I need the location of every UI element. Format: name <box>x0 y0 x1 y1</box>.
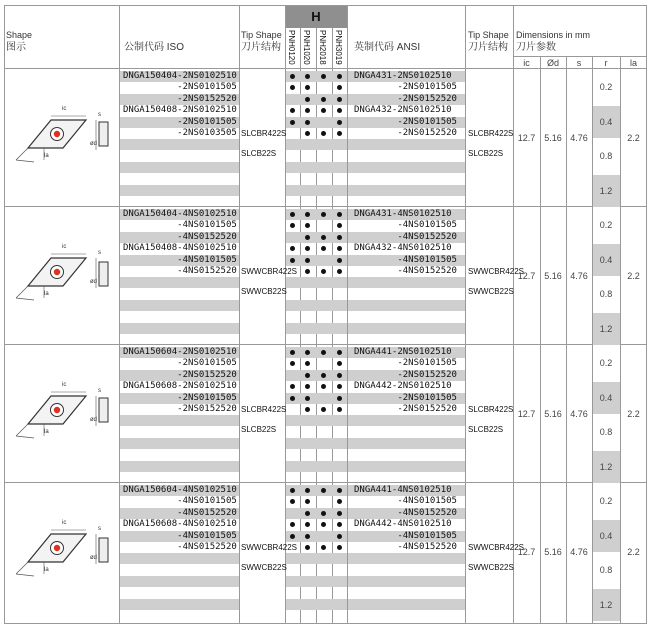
drawing-label-s: s <box>98 250 101 256</box>
availability-dot <box>305 350 310 355</box>
iso-code: DNGA150604-2NS0102510 <box>123 347 237 357</box>
availability-dot <box>321 545 326 550</box>
header-bottom-line <box>4 68 647 69</box>
ansi-code: -2NS0101505 <box>354 358 457 369</box>
ansi-code: DNGA432-2NS0102510 <box>354 105 452 116</box>
dim-value-r: 0.4 <box>599 254 613 265</box>
grade-header-pnh1020: PNH1020 <box>302 30 311 65</box>
iso-code: DNGA150408-2NS0102510 <box>123 105 237 116</box>
availability-dot <box>290 120 295 125</box>
ansi-code: -4NS0101505 <box>354 530 457 541</box>
availability-dot <box>337 373 342 378</box>
ansi-code: -4NS0152520 <box>354 266 457 276</box>
availability-dot <box>337 235 342 240</box>
availability-dot <box>337 212 342 217</box>
ansi-code: -2NS0152520 <box>354 404 457 414</box>
availability-dot <box>305 534 310 539</box>
row-band-iso <box>120 323 239 334</box>
ansi-code: DNGA441-2NS0102510 <box>354 347 452 357</box>
tip-shape-code-ansi: SLCBR422S <box>468 405 514 414</box>
row-band-ansi <box>348 323 465 334</box>
iso-code: -2NS0152520 <box>123 93 237 104</box>
availability-dot <box>290 534 295 539</box>
availability-dot <box>321 74 326 79</box>
dim-value-r: 0.4 <box>599 392 613 403</box>
insert-drawing-icon <box>6 378 118 448</box>
drawing-label-la: la <box>44 153 49 159</box>
insert-drawing-icon <box>6 516 118 586</box>
tip-shape-code: SWWCBR422S <box>241 543 298 552</box>
availability-dot <box>321 131 326 136</box>
dimensions-header-cn: 刀片参数 <box>516 42 556 53</box>
availability-dot <box>321 511 326 516</box>
group-separator <box>4 206 647 207</box>
iso-code: DNGA150408-4NS0102510 <box>123 243 237 254</box>
column-line <box>239 5 240 624</box>
iso-code: -4NS0101505 <box>123 496 237 507</box>
tip-shape-header-en-2: Tip Shape <box>468 30 509 40</box>
tip-shape-header-cn-2: 刀片结构 <box>468 42 508 53</box>
drawing-label-la: la <box>44 291 49 297</box>
dim-value-la: 2.2 <box>627 271 640 281</box>
row-band-iso <box>120 185 239 196</box>
tip-shape-code-2: SLCB22S <box>241 149 277 158</box>
tip-shape-code-ansi: SWWCBR422S <box>468 267 525 276</box>
availability-dot <box>305 407 310 412</box>
dim-col-la: la <box>629 58 637 68</box>
ansi-code: -4NS0101505 <box>354 220 457 231</box>
group-separator <box>4 482 647 483</box>
tip-shape-code-ansi-2: SWWCB22S <box>468 287 514 296</box>
row-band-ansi <box>348 553 465 564</box>
dim-value-ic: 12.7 <box>517 547 536 557</box>
row-band-iso <box>120 599 239 610</box>
ansi-code: -4NS0152520 <box>354 542 457 552</box>
ansi-code: -2NS0152520 <box>354 128 457 138</box>
dim-value-d: 5.16 <box>544 409 562 419</box>
ansi-code: DNGA432-4NS0102510 <box>354 243 452 254</box>
dim-value-ic: 12.7 <box>517 133 536 143</box>
ansi-code: DNGA442-4NS0102510 <box>354 519 452 530</box>
insert-drawing-icon <box>6 102 118 172</box>
dim-value-ic: 12.7 <box>517 409 536 419</box>
row-band-grade <box>286 139 347 150</box>
dim-value-la: 2.2 <box>627 547 640 557</box>
ansi-code: -2NS0101505 <box>354 116 457 127</box>
availability-dot <box>337 258 342 263</box>
row-band-iso <box>120 576 239 587</box>
dim-value-ic: 12.7 <box>517 271 536 281</box>
availability-dot <box>305 120 310 125</box>
dim-value-r: 1.2 <box>599 185 613 196</box>
ansi-code: -2NS0101505 <box>354 392 457 403</box>
dim-value-r: 1.2 <box>599 323 613 334</box>
tip-shape-code-ansi: SLCBR422S <box>468 129 514 138</box>
row-band-iso <box>120 162 239 173</box>
availability-dot <box>305 545 310 550</box>
iso-code: -2NS0101505 <box>123 392 237 403</box>
drawing-label-s: s <box>98 112 101 118</box>
availability-dot <box>321 212 326 217</box>
row-band-iso <box>120 139 239 150</box>
availability-dot <box>337 350 342 355</box>
row-band-ansi <box>348 415 465 426</box>
availability-dot <box>305 235 310 240</box>
dim-value-s: 4.76 <box>570 133 588 143</box>
drawing-label-d: ød <box>90 141 98 147</box>
availability-dot <box>290 74 295 79</box>
availability-dot <box>337 488 342 493</box>
tip-shape-code: SWWCBR422S <box>241 267 298 276</box>
ansi-code: DNGA441-4NS0102510 <box>354 485 452 495</box>
row-band-grade <box>286 277 347 288</box>
iso-code: -2NS0152520 <box>123 369 237 380</box>
availability-dot <box>305 74 310 79</box>
column-line <box>465 5 466 624</box>
row-band-ansi <box>348 461 465 472</box>
row-band-grade <box>286 461 347 472</box>
dim-value-r: 0.8 <box>599 565 613 575</box>
dim-value-r: 1.2 <box>599 461 613 472</box>
dim-value-r: 0.4 <box>599 116 613 127</box>
tip-shape-code-ansi-2: SLCB22S <box>468 149 504 158</box>
drawing-label-d: ød <box>90 417 98 423</box>
iso-code: -4NS0152520 <box>123 542 237 552</box>
group-separator <box>4 344 647 345</box>
ansi-code: DNGA442-2NS0102510 <box>354 381 452 392</box>
availability-dot <box>290 396 295 401</box>
availability-dot <box>321 235 326 240</box>
drawing-label-ic: ic <box>62 382 67 388</box>
row-band-grade <box>286 553 347 564</box>
row-band-iso <box>120 461 239 472</box>
tip-shape-header-cn: 刀片结构 <box>241 42 281 53</box>
row-band-ansi <box>348 576 465 587</box>
iso-code: DNGA150608-2NS0102510 <box>123 381 237 392</box>
availability-dot <box>337 131 342 136</box>
dim-value-r: 0.2 <box>599 358 613 368</box>
availability-dot <box>290 350 295 355</box>
availability-dot <box>305 511 310 516</box>
row-band-ansi <box>348 300 465 311</box>
availability-dot <box>290 258 295 263</box>
row-band-ansi <box>348 185 465 196</box>
availability-dot <box>305 373 310 378</box>
row-band-grade <box>286 185 347 196</box>
drawing-label-d: ød <box>90 555 98 561</box>
tip-shape-code: SLCBR422S <box>241 405 287 414</box>
iso-code: -4NS0152520 <box>123 507 237 518</box>
ansi-code: -4NS0152520 <box>354 507 457 518</box>
row-band-ansi <box>348 599 465 610</box>
availability-dot <box>305 488 310 493</box>
availability-dot <box>290 212 295 217</box>
row-band-grade <box>286 415 347 426</box>
drawing-label-ic: ic <box>62 106 67 112</box>
iso-code: DNGA150608-4NS0102510 <box>123 519 237 530</box>
row-band-iso <box>120 438 239 449</box>
ansi-code: -2NS0101505 <box>354 82 457 93</box>
dim-value-s: 4.76 <box>570 271 588 281</box>
ansi-code: -2NS0152520 <box>354 93 457 104</box>
availability-dot <box>321 488 326 493</box>
availability-dot <box>337 407 342 412</box>
availability-dot <box>337 396 342 401</box>
dim-value-la: 2.2 <box>627 133 640 143</box>
row-band-iso <box>120 553 239 564</box>
iso-code: -2NS0101505 <box>123 358 237 369</box>
availability-dot <box>337 511 342 516</box>
shape-header-en: Shape <box>6 30 33 40</box>
row-band-grade <box>286 599 347 610</box>
dim-value-r: 1.2 <box>599 599 613 610</box>
availability-dot <box>321 407 326 412</box>
iso-code: -4NS0101505 <box>123 220 237 231</box>
dim-subheader-line <box>513 56 647 57</box>
dim-value-d: 5.16 <box>544 133 562 143</box>
drawing-label-d: ød <box>90 279 98 285</box>
row-band-grade <box>286 162 347 173</box>
dim-value-r: 0.2 <box>599 82 613 92</box>
row-band-grade <box>286 576 347 587</box>
dim-value-s: 4.76 <box>570 409 588 419</box>
dim-col-s: s <box>576 58 582 68</box>
drawing-label-s: s <box>98 388 101 394</box>
ansi-code: -4NS0152520 <box>354 231 457 242</box>
iso-code: -2NS0103505 <box>123 128 237 138</box>
row-band-iso <box>120 415 239 426</box>
dim-col-r: r <box>604 58 608 68</box>
dim-value-r: 0.4 <box>599 530 613 541</box>
dim-col-d: Ød <box>546 58 559 68</box>
drawing-label-s: s <box>98 526 101 532</box>
dim-value-s: 4.76 <box>570 547 588 557</box>
grade-header-pnh2018: PNH2018 <box>318 30 327 65</box>
drawing-label-la: la <box>44 429 49 435</box>
dim-col-ic: ic <box>523 58 530 68</box>
row-band-ansi <box>348 139 465 150</box>
grade-group-label: H <box>311 9 321 24</box>
row-band-grade <box>286 323 347 334</box>
iso-code: -4NS0101505 <box>123 530 237 541</box>
dim-value-r: 0.2 <box>599 220 613 230</box>
tip-shape-code-2: SLCB22S <box>241 425 277 434</box>
ansi-code: DNGA431-4NS0102510 <box>354 209 452 219</box>
dimensions-header-en: Dimensions in mm <box>516 30 591 40</box>
insert-drawing-icon <box>6 240 118 310</box>
availability-dot <box>305 97 310 102</box>
availability-dot <box>337 120 342 125</box>
ansi-code: -2NS0152520 <box>354 369 457 380</box>
iso-code: DNGA150404-2NS0102510 <box>123 71 237 81</box>
iso-header: 公制代码 ISO <box>124 42 185 53</box>
availability-dot <box>337 97 342 102</box>
availability-dot <box>337 534 342 539</box>
dim-value-r: 0.2 <box>599 496 613 506</box>
drawing-label-la: la <box>44 567 49 573</box>
dim-value-d: 5.16 <box>544 547 562 557</box>
row-band-ansi <box>348 438 465 449</box>
shape-header-cn: 图示 <box>6 42 26 53</box>
availability-dot <box>305 258 310 263</box>
dim-value-d: 5.16 <box>544 271 562 281</box>
availability-dot <box>337 545 342 550</box>
row-band-grade <box>286 438 347 449</box>
iso-code: DNGA150604-4NS0102510 <box>123 485 237 495</box>
iso-code: -2NS0101505 <box>123 116 237 127</box>
tip-shape-code-2: SWWCB22S <box>241 563 287 572</box>
iso-code: -2NS0152520 <box>123 404 237 414</box>
tip-shape-code-ansi-2: SWWCB22S <box>468 563 514 572</box>
availability-dot <box>321 350 326 355</box>
availability-dot <box>290 488 295 493</box>
ansi-code: -4NS0101505 <box>354 496 457 507</box>
availability-dot <box>305 212 310 217</box>
availability-dot <box>321 269 326 274</box>
dim-value-r: 0.8 <box>599 151 613 161</box>
tip-shape-header-en: Tip Shape <box>241 30 282 40</box>
dim-value-la: 2.2 <box>627 409 640 419</box>
row-band-ansi <box>348 162 465 173</box>
tip-shape-code-ansi-2: SLCB22S <box>468 425 504 434</box>
tip-shape-code-ansi: SWWCBR422S <box>468 543 525 552</box>
iso-code: -4NS0101505 <box>123 254 237 265</box>
ansi-header: 英制代码 ANSI <box>354 42 421 53</box>
row-band-iso <box>120 300 239 311</box>
tip-shape-code: SLCBR422S <box>241 129 287 138</box>
tip-shape-code-2: SWWCB22S <box>241 287 287 296</box>
dim-value-r: 0.8 <box>599 427 613 437</box>
drawing-label-ic: ic <box>62 244 67 250</box>
ansi-code: DNGA431-2NS0102510 <box>354 71 452 81</box>
ansi-code: -4NS0101505 <box>354 254 457 265</box>
availability-dot <box>305 131 310 136</box>
availability-dot <box>321 373 326 378</box>
availability-dot <box>337 74 342 79</box>
availability-dot <box>321 97 326 102</box>
row-band-iso <box>120 277 239 288</box>
iso-code: -2NS0101505 <box>123 82 237 93</box>
row-band-ansi <box>348 277 465 288</box>
availability-dot <box>305 396 310 401</box>
availability-dot <box>337 269 342 274</box>
availability-dot <box>305 269 310 274</box>
iso-code: -4NS0152520 <box>123 266 237 276</box>
row-band-grade <box>286 300 347 311</box>
dim-value-r: 0.8 <box>599 289 613 299</box>
grade-header-pnh3019: PNH3019 <box>334 30 343 65</box>
iso-code: DNGA150404-4NS0102510 <box>123 209 237 219</box>
drawing-label-ic: ic <box>62 520 67 526</box>
iso-code: -4NS0152520 <box>123 231 237 242</box>
column-line <box>513 5 514 624</box>
grade-header-pnh0120: PNH0120 <box>287 30 296 65</box>
